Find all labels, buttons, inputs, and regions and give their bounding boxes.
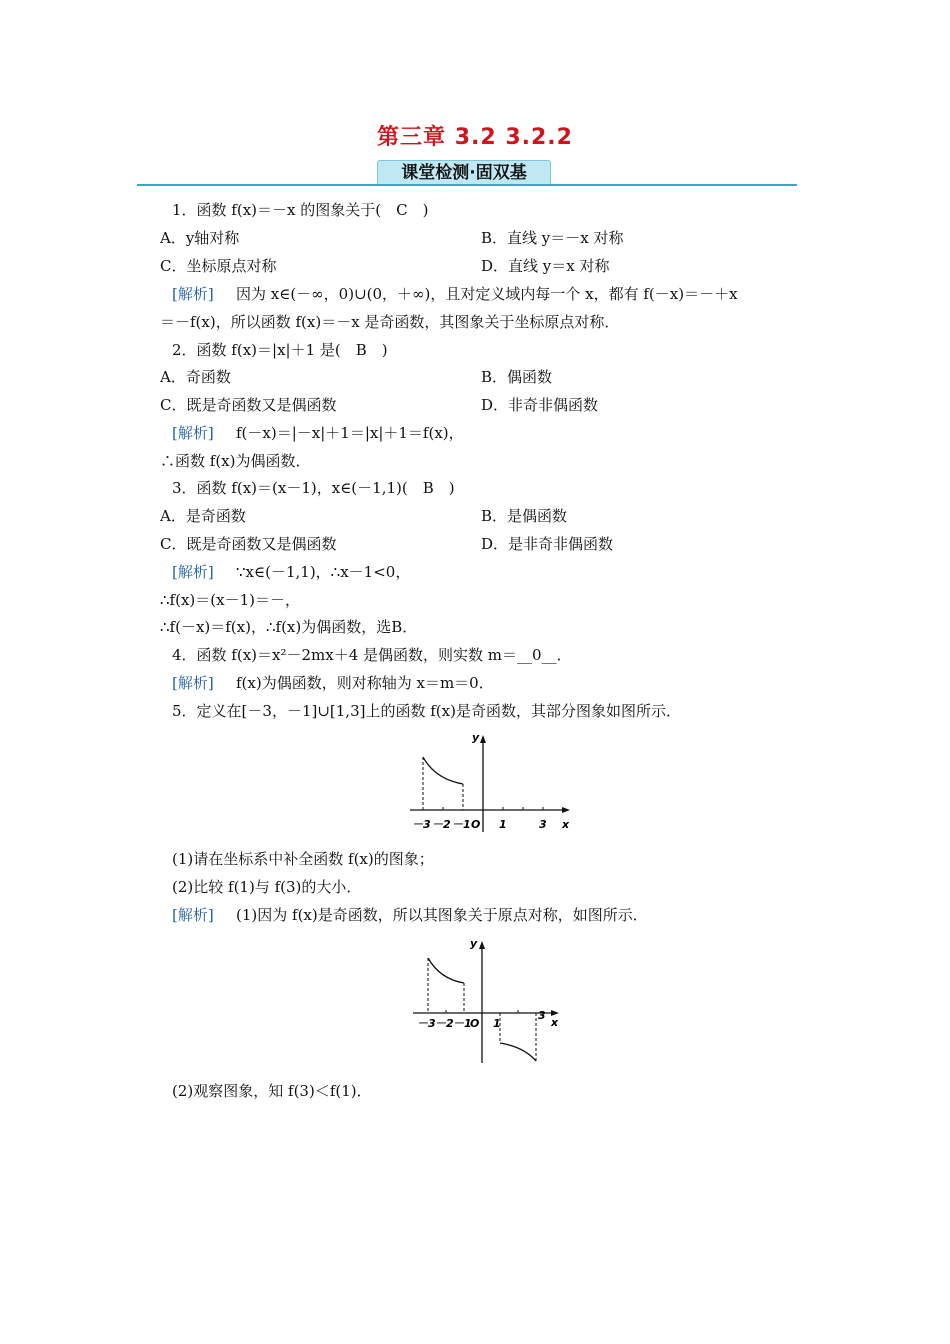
tick-1-b: 1 [493, 1017, 501, 1030]
q4-analysis-line1: f(x)为偶函数，则对称轴为 x＝m＝0． [236, 674, 494, 692]
q5-analysis-line2: (2)观察图象，知 f(3)＜f(1)． [172, 1082, 372, 1100]
q3-option-b: B．是偶函数 [481, 507, 568, 525]
q3-analysis-line3: ∴f(－x)＝f(x)，∴f(x)为偶函数，选B． [160, 618, 418, 636]
x-axis-label: x [562, 818, 570, 831]
q2-analysis-tag: [解析] [172, 424, 214, 442]
q1-option-b: B．直线 y＝－x 对称 [481, 229, 624, 247]
y-axis-label-b: y [470, 937, 478, 950]
q3-analysis-line2: ∴f(x)＝(x－1)＝－， [160, 591, 300, 609]
q2-option-b: B．偶函数 [481, 368, 553, 386]
tick-3-b: 3 [538, 1009, 546, 1022]
q3-option-a: A．是奇函数 [160, 507, 246, 525]
q3-option-d: D．是非奇非偶函数 [481, 535, 614, 553]
q2-option-d: D．非奇非偶函数 [481, 396, 599, 414]
origin-label-b: O [470, 1017, 480, 1030]
origin-label: O [471, 818, 481, 831]
q5-analysis-line1: (1)因为 f(x)是奇函数，所以其图象关于原点对称，如图所示． [236, 906, 648, 924]
figure-partial-graph [405, 727, 580, 837]
header-divider [137, 184, 797, 186]
q4-stem: 4．函数 f(x)＝x²－2mx＋4 是偶函数，则实数 m＝__0__． [172, 646, 572, 664]
q1-analysis-line2: ＝－f(x)，所以函数 f(x)＝－x 是奇函数，其图象关于坐标原点对称． [160, 313, 620, 331]
tick-3: 3 [539, 818, 547, 831]
figure-complete-graph [408, 933, 568, 1065]
x-axis-label-b: x [551, 1016, 559, 1029]
q2-option-c: C．既是奇函数又是偶函数 [160, 396, 337, 414]
q2-analysis-line2: ∴函数 f(x)为偶函数． [160, 452, 311, 470]
q3-analysis-line1: ∵x∈(－1,1)，∴x－1<0， [236, 563, 411, 581]
tick-neg1-b: －1 [453, 1017, 472, 1030]
q5-sub1: (1)请在坐标系中补全函数 f(x)的图象； [172, 850, 434, 868]
q5-stem: 5．定义在[－3，－1]∪[1,3]上的函数 f(x)是奇函数，其部分图象如图所示． [172, 702, 681, 720]
y-axis-label: y [472, 731, 480, 744]
q2-analysis-line1: f(－x)＝|－x|＋1＝|x|＋1＝f(x)， [236, 424, 464, 442]
q1-option-c: C．坐标原点对称 [160, 257, 277, 275]
q2-stem: 2．函数 f(x)＝|x|＋1 是( B ) [172, 341, 388, 359]
tick-neg2: －2 [432, 818, 451, 831]
tick-neg2-b: －2 [435, 1017, 454, 1030]
q3-analysis-tag: [解析] [172, 563, 214, 581]
page-title: 第三章 3.2 3.2.2 [377, 125, 573, 150]
q5-sub2: (2)比较 f(1)与 f(3)的大小． [172, 878, 362, 896]
q1-option-d: D．直线 y＝x 对称 [481, 257, 610, 275]
q1-analysis-tag: [解析] [172, 285, 214, 303]
tick-1: 1 [499, 818, 507, 831]
tick-neg1: －1 [452, 818, 471, 831]
q3-stem: 3．函数 f(x)＝(x－1)，x∈(－1,1)( B ) [172, 479, 455, 497]
tick-neg3: －3 [412, 818, 431, 831]
q4-analysis-tag: [解析] [172, 674, 214, 692]
q1-analysis-line1: 因为 x∈(－∞，0)∪(0，＋∞)，且对定义域内每一个 x，都有 f(－x)＝－＋x [236, 285, 738, 303]
section-banner: 课堂检测·固双基 [377, 160, 551, 186]
tick-neg3-b: －3 [417, 1017, 436, 1030]
q2-option-a: A．奇函数 [160, 368, 231, 386]
q5-analysis-tag: [解析] [172, 906, 214, 924]
q3-option-c: C．既是奇函数又是偶函数 [160, 535, 337, 553]
q1-stem: 1．函数 f(x)＝－x 的图象关于( C ) [172, 201, 429, 219]
q1-option-a: A．y轴对称 [160, 229, 240, 247]
